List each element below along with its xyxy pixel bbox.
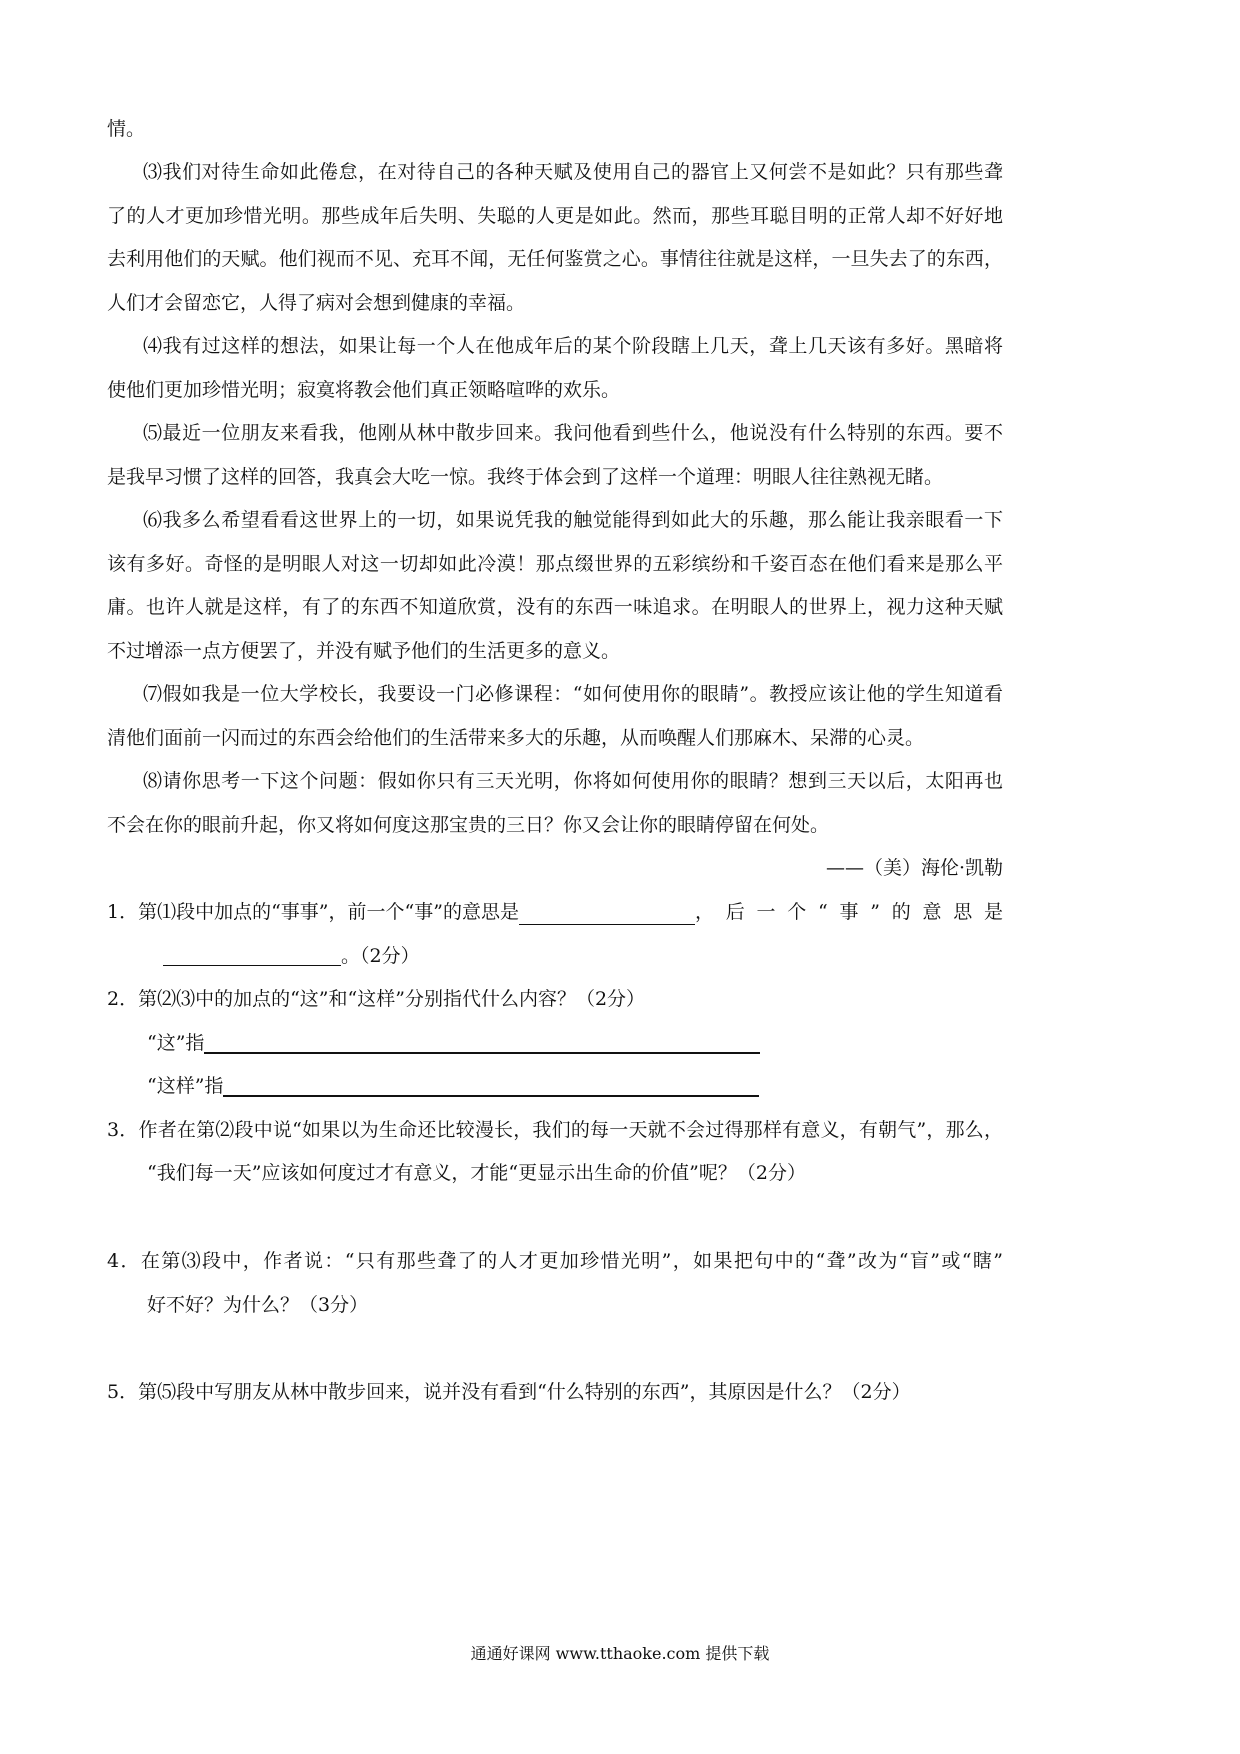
paragraph-6-line: 庸。也许人就是这样，有了的东西不知道欣赏，没有的东西一味追求。在明眼人的世界上，视力这种天赋	[107, 596, 1003, 618]
paragraph-6-line: 该有多好。奇怪的是明眼人对这一切却如此冷漠！那点缀世界的五彩缤纷和千姿百态在他们看来是那么平	[107, 553, 1003, 575]
answer-blank-1b[interactable]	[163, 945, 341, 966]
question-2-zheyang-row	[147, 1073, 759, 1099]
paragraph-8-line: 不会在你的眼前升起，你又将如何度这那宝贵的三日？你又会让你的眼睛停留在何处。	[107, 814, 830, 836]
answer-blank-1a[interactable]	[519, 904, 695, 925]
question-3-line-2: “我们每一天”应该如何度过才有意义，才能“更显示出生命的价值”呢？（2分）	[147, 1162, 806, 1184]
paragraph-5-line: ⑸最近一位朋友来看我，他刚从林中散步回来。我问他看到些什么，他说没有什么特别的东西。要不	[143, 422, 1003, 444]
paragraph-4-line: ⑷我有过这样的想法，如果让每一个人在他成年后的某个阶段瞎上几天，聋上几天该有多好。黑暗将	[143, 335, 1003, 357]
question-2: 2．第⑵⑶中的加点的“这”和“这样”分别指代什么内容？（2分）	[107, 988, 646, 1010]
question-2-zheyang-label: “这样”指	[147, 1075, 224, 1097]
answer-line-zhe[interactable]	[204, 1032, 760, 1054]
paragraph-6-line: ⑹我多么希望看看这世界上的一切，如果说凭我的触觉能得到如此大的乐趣，那么能让我亲眼看一下	[143, 509, 1003, 531]
author-attribution: ——（美）海伦·凯勒	[825, 857, 1003, 879]
paragraph-3-line: ⑶我们对待生命如此倦怠，在对待自己的各种天赋及使用自己的器官上又何尝不是如此？只有那些聋	[143, 161, 1003, 183]
question-1	[107, 899, 1003, 925]
paragraph-2-tail: 情。	[107, 118, 146, 140]
question-1-part-b: ，后一个“事”的意思是	[694, 901, 1003, 923]
question-3-line-1: 3．作者在第⑵段中说“如果以为生命还比较漫长，我们的每一天就不会过得那样有意义，有朝气”，那么，	[107, 1119, 1003, 1141]
paragraph-6-line: 不过增添一点方便罢了，并没有赋予他们的生活更多的意义。	[107, 640, 621, 662]
paragraph-5-line: 是我早习惯了这样的回答，我真会大吃一惊。我终于体会到了这样一个道理：明眼人往往熟视无睹。	[107, 466, 944, 488]
question-5: 5．第⑸段中写朋友从林中散步回来，说并没有看到“什么特别的东西”，其原因是什么？（2分）	[107, 1381, 911, 1403]
question-2-zhe-label: “这”指	[147, 1032, 205, 1054]
paragraph-3-line: 去利用他们的天赋。他们视而不见、充耳不闻，无任何鉴赏之心。事情往往就是这样，一旦失去了的东西，	[107, 248, 1003, 270]
answer-line-zheyang[interactable]	[223, 1075, 759, 1097]
question-1-continuation	[163, 943, 420, 969]
question-2-zhe-row	[147, 1030, 760, 1056]
question-4-line-2: 好不好？为什么？（3分）	[147, 1294, 369, 1316]
paragraph-8-line: ⑻请你思考一下这个问题：假如你只有三天光明，你将如何使用你的眼睛？想到三天以后，太阳再也	[143, 770, 1003, 792]
paragraph-3-line: 了的人才更加珍惜光明。那些成年后失明、失聪的人更是如此。然而，那些耳聪目明的正常人却不好好地	[107, 205, 1003, 227]
question-1-part-c: 。（2分）	[341, 945, 420, 967]
question-1-part-a: 1．第⑴段中加点的“事事”，前一个“事”的意思是	[107, 901, 519, 923]
paragraph-7-line: ⑺假如我是一位大学校长，我要设一门必修课程：“如何使用你的眼睛”。教授应该让他的学生知道看	[143, 683, 1003, 705]
paragraph-7-line: 清他们面前一闪而过的东西会给他们的生活带来多大的乐趣，从而唤醒人们那麻木、呆滞的心灵。	[107, 727, 925, 749]
paragraph-4-line: 使他们更加珍惜光明；寂寞将教会他们真正领略喧哗的欢乐。	[107, 379, 621, 401]
paragraph-3-line: 人们才会留恋它，人得了病对会想到健康的幸福。	[107, 292, 526, 314]
page-footer: 通通好课网 www.tthaoke.com 提供下载	[470, 1644, 770, 1663]
question-4-line-1: 4．在第⑶段中，作者说：“只有那些聋了的人才更加珍惜光明”，如果把句中的“聋”改为“盲”或“瞎”	[107, 1250, 1003, 1272]
